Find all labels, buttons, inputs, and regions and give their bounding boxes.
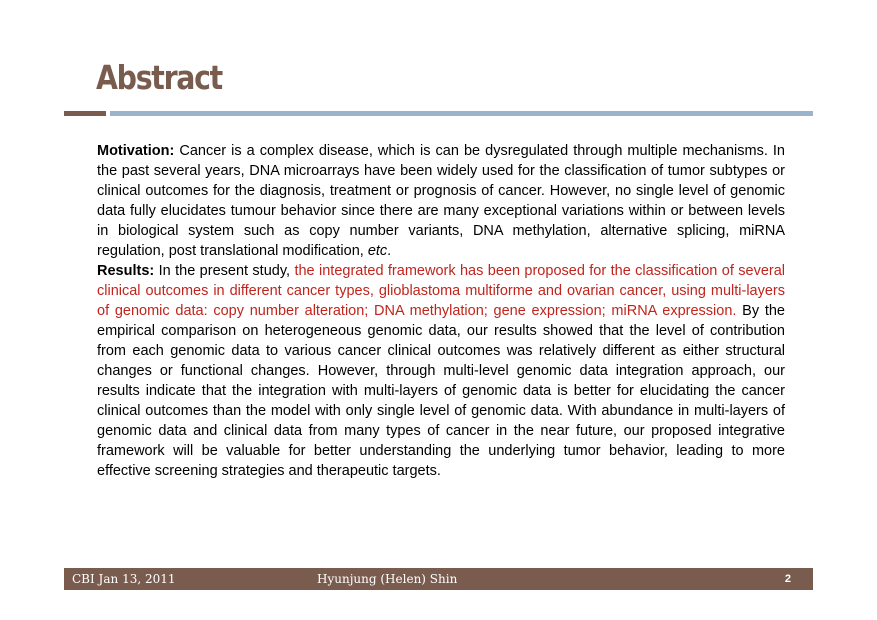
results-label: Results: [97, 263, 155, 279]
abstract-body [97, 141, 785, 481]
footer-bar [64, 568, 813, 590]
motivation-etc: etc [367, 243, 388, 259]
motivation-text: Cancer is a complex disease, which is can be dysregulated through multiple mechanisms. In the past several years, DNA microarrays have been widely used for the classification of tumor subtypes or clinical outcomes for the diagnosis, treatment or prognosis of cancer. However, no single level of genomic data fully elucidates tumour behavior since there are many exceptional variations within or between levels in biological system such as copy number variants, DNA methylation, alternative splicing, miRNA regulation, post translational modification, [97, 143, 785, 259]
results-rest: By the empirical comparison on heterogeneous genomic data, our results showed that the level of contribution from each genomic data to various cancer clinical outcomes was relatively different as either structural changes or functional changes. However, through multi-level genomic data integration approach, our results indicate that the integration with multi-layers of genomic data is better for elucidating the cancer clinical outcomes than the model with only single level of genomic data. With abundance in multi-layers of genomic data and clinical data from many types of cancer in the near future, our proposed integrative framework will be valuable for better understanding the underlying tumor behavior, leading to more effective screening strategies and therapeutic targets. [97, 303, 785, 479]
results-highlight: the integrated framework has been proposed for the classification of several clinical outcomes in different cancer types, glioblastoma multiforme and ovarian cancer, using multi-layers of genomic data: copy number alteration; DNA methylation; gene expression; miRNA expression. [97, 263, 785, 319]
motivation-paragraph [97, 141, 785, 261]
slide-title: Abstract [96, 58, 222, 97]
footer-event: CBI Jan 13, 2011 [72, 572, 176, 586]
results-paragraph [97, 261, 785, 481]
motivation-label: Motivation: [97, 143, 175, 159]
footer-author: Hyunjung (Helen) Shin [317, 572, 458, 586]
page-number: 2 [784, 573, 791, 585]
title-rule-left [64, 111, 106, 116]
motivation-end: . [387, 243, 392, 259]
title-rule-right [110, 111, 813, 116]
results-intro: In the present study, [154, 263, 295, 279]
